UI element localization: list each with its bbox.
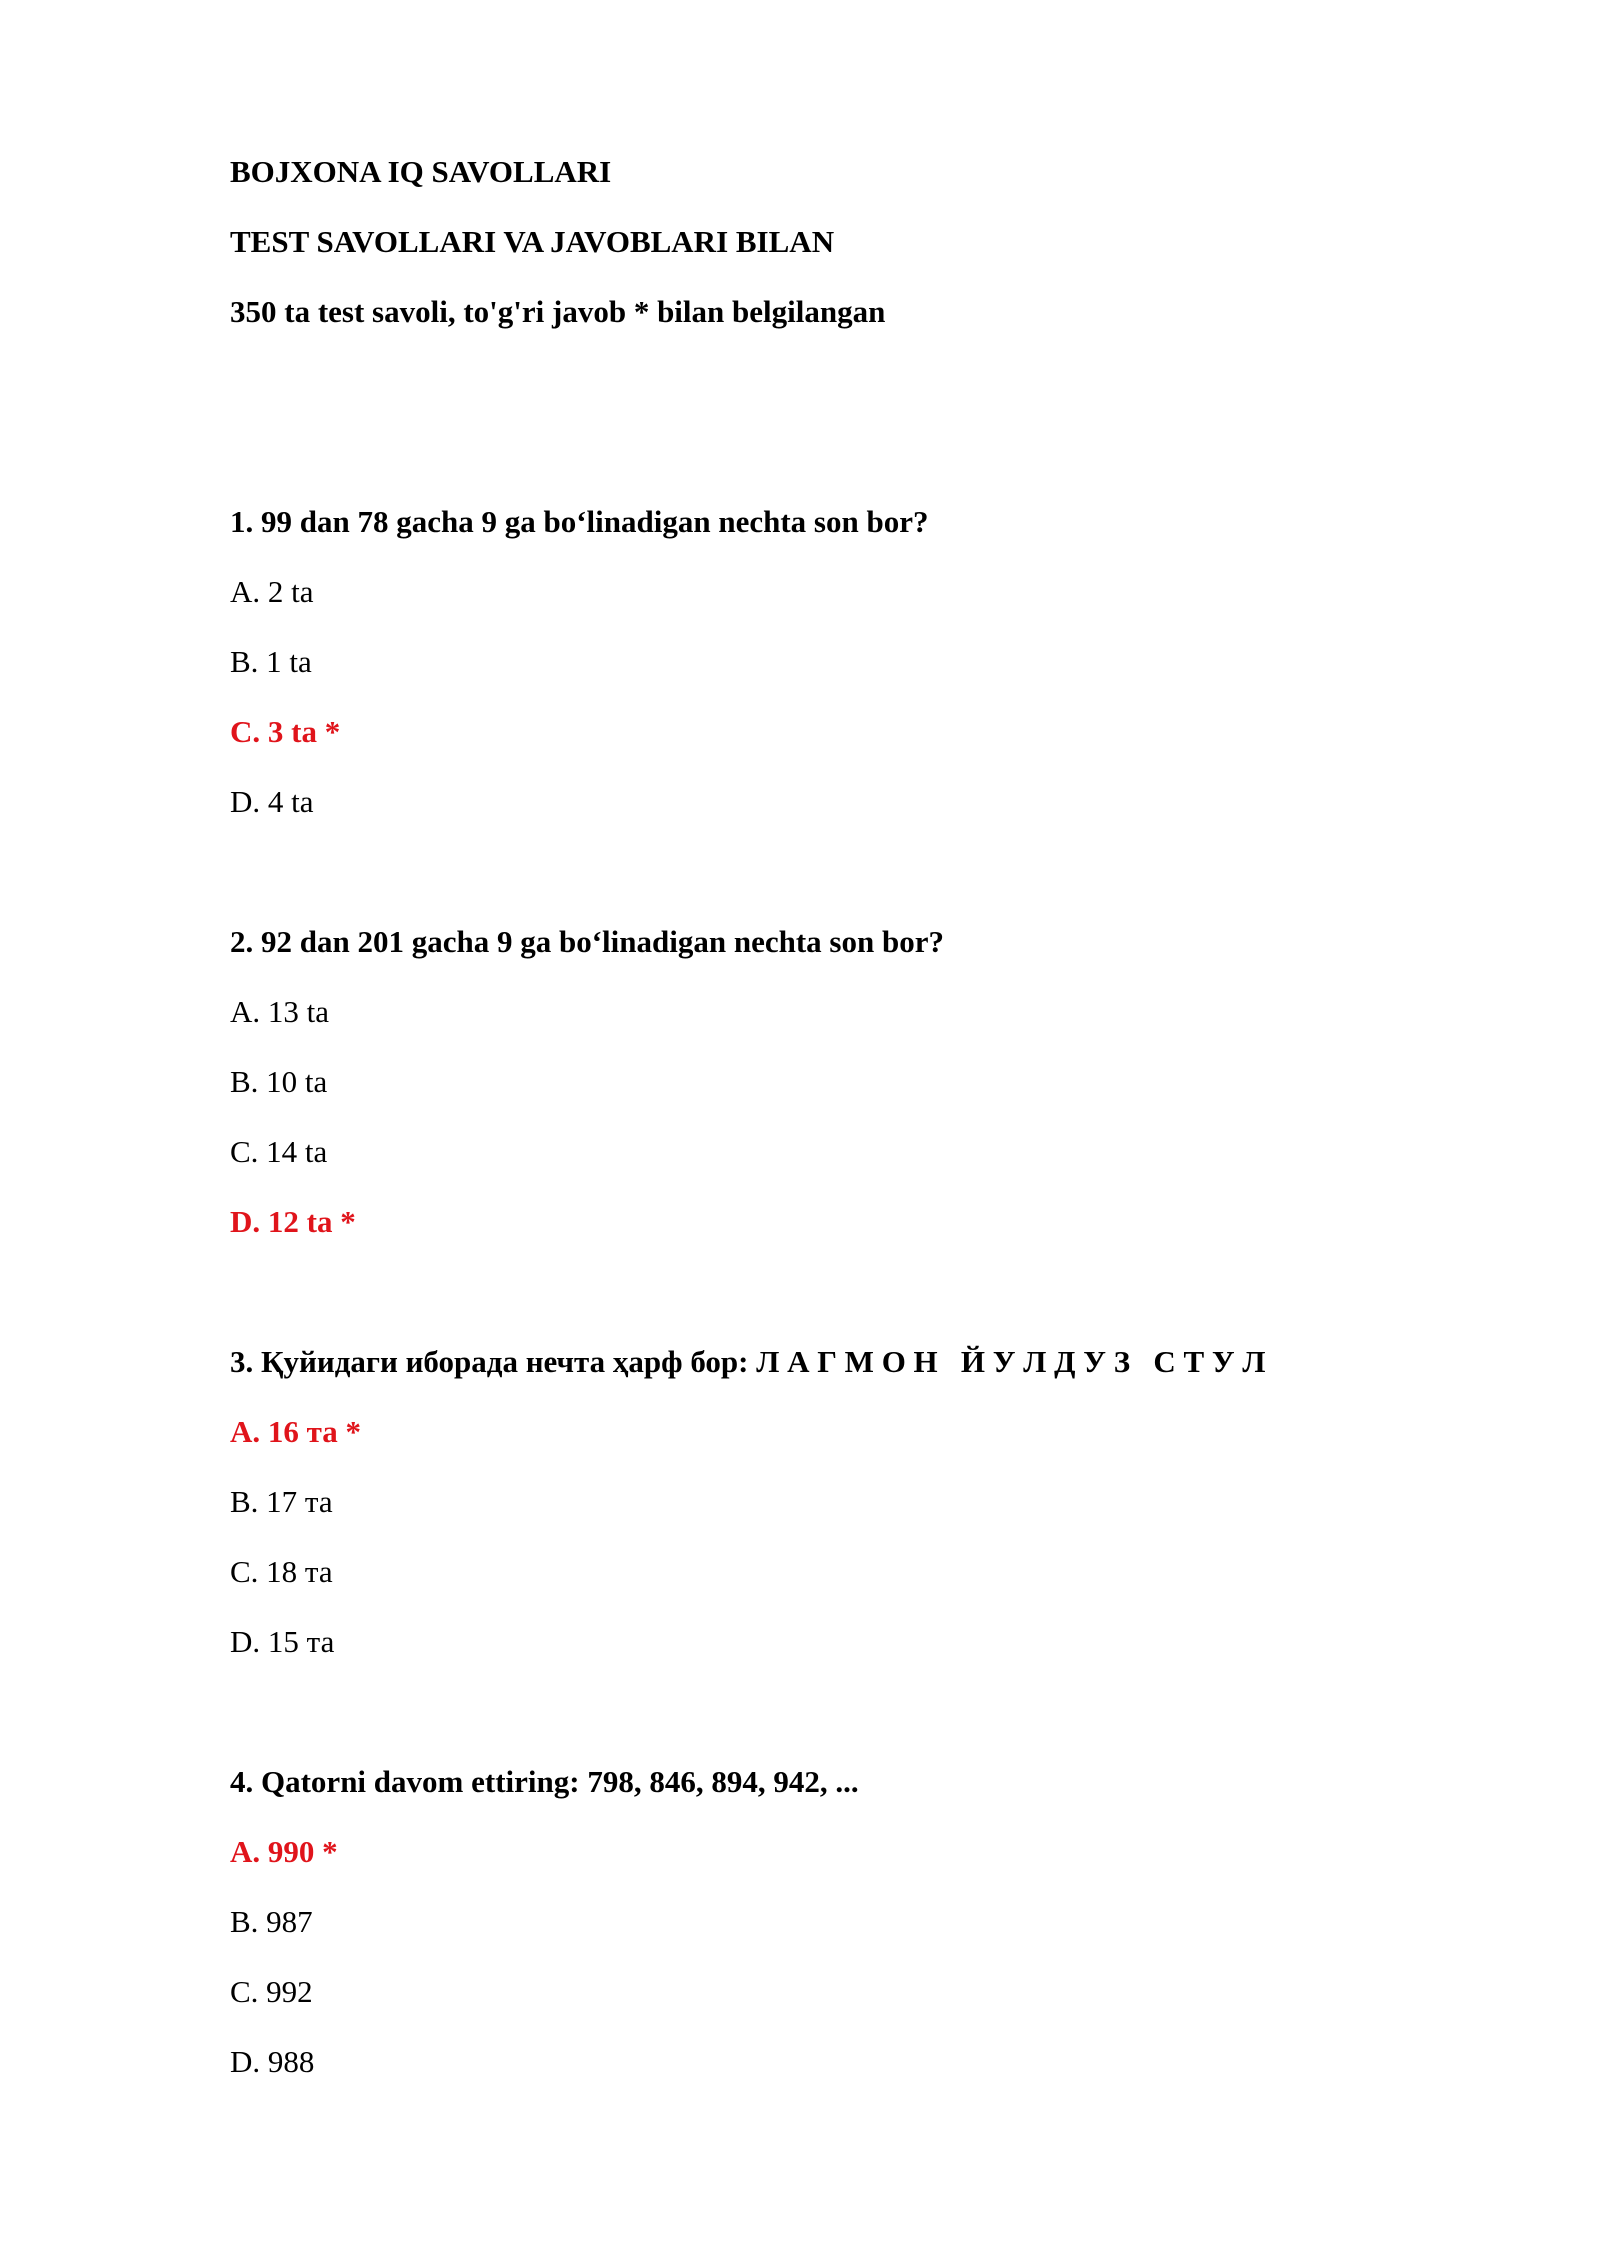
answer-option: A. 2 ta <box>230 574 314 609</box>
answer-option: D. 15 та <box>230 1624 335 1659</box>
answer-option-correct: C. 3 ta * <box>230 714 341 749</box>
answer-option-correct: A. 16 та * <box>230 1414 361 1449</box>
document-title: BOJXONA IQ SAVOLLARI <box>230 154 612 189</box>
document-note: 350 ta test savoli, to'g'ri javob * bilan belgilangan <box>230 294 886 329</box>
answer-option-correct: D. 12 ta * <box>230 1204 356 1239</box>
answer-option: C. 992 <box>230 1974 313 2009</box>
answer-option: C. 14 ta <box>230 1134 328 1169</box>
answer-option: A. 13 ta <box>230 994 330 1029</box>
document-subtitle: TEST SAVOLLARI VA JAVOBLARI BILAN <box>230 224 835 259</box>
question-text: 1. 99 dan 78 gacha 9 ga bo‘linadigan nechta son bor? <box>230 504 929 539</box>
answer-option: B. 1 ta <box>230 644 312 679</box>
question-text: 3. Қуйидаги иборада нечта ҳарф бор: Л А Г М О Н Й У Л Д У З С Т У Л <box>230 1344 1266 1379</box>
answer-option: B. 987 <box>230 1904 313 1939</box>
answer-option: B. 17 та <box>230 1484 333 1519</box>
answer-option: C. 18 та <box>230 1554 333 1589</box>
answer-option: B. 10 ta <box>230 1064 328 1099</box>
answer-option: D. 988 <box>230 2044 315 2079</box>
question-text: 2. 92 dan 201 gacha 9 ga bo‘linadigan nechta son bor? <box>230 924 944 959</box>
answer-option-correct: A. 990 * <box>230 1834 338 1869</box>
answer-option: D. 4 ta <box>230 784 314 819</box>
question-text: 4. Qatorni davom ettiring: 798, 846, 894, 942, ... <box>230 1764 859 1799</box>
